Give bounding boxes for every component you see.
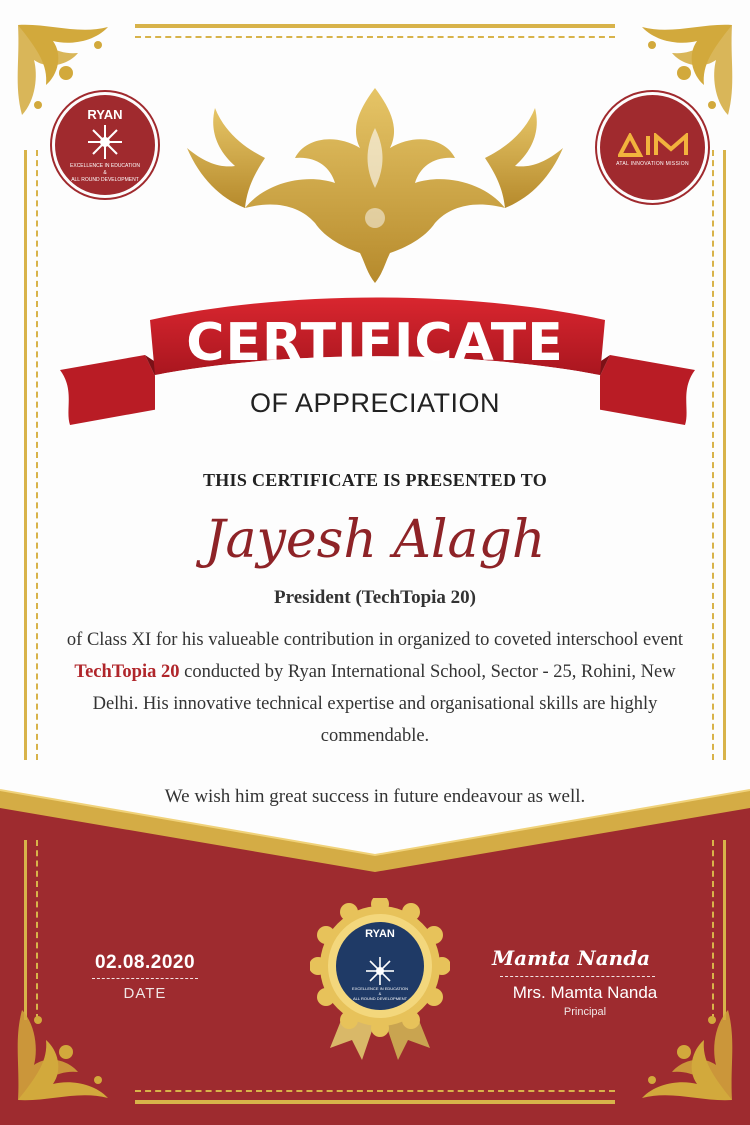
seal-line3: ALL ROUND DEVELOPMENT xyxy=(352,996,408,1001)
signer-name: Mrs. Mamta Nanda xyxy=(512,983,658,1002)
bottom-left-ornament xyxy=(8,995,123,1110)
bottom-dashed-line xyxy=(135,1090,615,1092)
seal-line2: & xyxy=(378,991,382,996)
recipient-name: Jayesh Alagh xyxy=(204,510,546,570)
ryan-sunburst-icon xyxy=(86,123,124,161)
bottom-left-gold-line xyxy=(24,840,27,1020)
certificate-subtitle: OF APPRECIATION xyxy=(249,388,501,418)
ryan-logo-line2: & xyxy=(103,170,107,176)
left-dashed-line xyxy=(36,150,38,760)
body-text-part1: of Class XI for his valueable contribution in organized to coveted interschool event xyxy=(66,630,684,650)
ryan-logo-line1: EXCELLENCE IN EDUCATION xyxy=(70,163,140,169)
top-gold-line xyxy=(135,24,615,28)
certificate-body xyxy=(55,624,695,752)
date-value: 02.08.2020 xyxy=(94,952,196,973)
ryan-logo-name: RYAN xyxy=(87,107,123,122)
event-name-highlight: TechTopia 20 xyxy=(74,662,180,682)
bottom-left-dashed-line xyxy=(36,840,38,1020)
aim-logo-tagline: ATAL INNOVATION MISSION xyxy=(616,161,689,167)
date-label: DATE xyxy=(123,985,167,1002)
signature-underline xyxy=(500,976,655,977)
center-damask-ornament xyxy=(185,88,565,283)
bottom-right-gold-line xyxy=(723,840,726,1020)
certificate-title: CERTIFICATE xyxy=(186,313,564,373)
left-gold-line xyxy=(24,150,27,760)
seal-line1: EXCELLENCE IN EDUCATION xyxy=(352,986,408,991)
seal-name: RYAN xyxy=(365,928,395,940)
body-text-part2: conducted by Ryan International School, Sector - 25, Rohini, New Delhi. His innovative technical expertise and organisational skills are highly commendable. xyxy=(92,662,676,746)
aim-logo xyxy=(600,95,705,200)
right-gold-line xyxy=(723,150,726,760)
right-dashed-line xyxy=(712,150,714,760)
ryan-logo xyxy=(55,95,155,195)
date-underline xyxy=(92,978,198,979)
bottom-right-dashed-line xyxy=(712,840,714,1020)
aim-logo-mark-icon xyxy=(618,133,688,157)
wish-text: We wish him great success in future endeavour as well. xyxy=(164,786,586,807)
ryan-logo-line3: ALL ROUND DEVELOPMENT xyxy=(71,177,139,183)
award-seal xyxy=(310,898,450,1063)
principal-signature: Mamta Nanda xyxy=(492,946,651,970)
presented-label: THIS CERTIFICATE IS PRESENTED TO xyxy=(202,470,548,490)
top-dashed-line xyxy=(135,36,615,38)
signer-role: Principal xyxy=(563,1006,607,1018)
bottom-gold-line xyxy=(135,1100,615,1104)
recipient-role: President (TechTopia 20) xyxy=(274,587,476,608)
